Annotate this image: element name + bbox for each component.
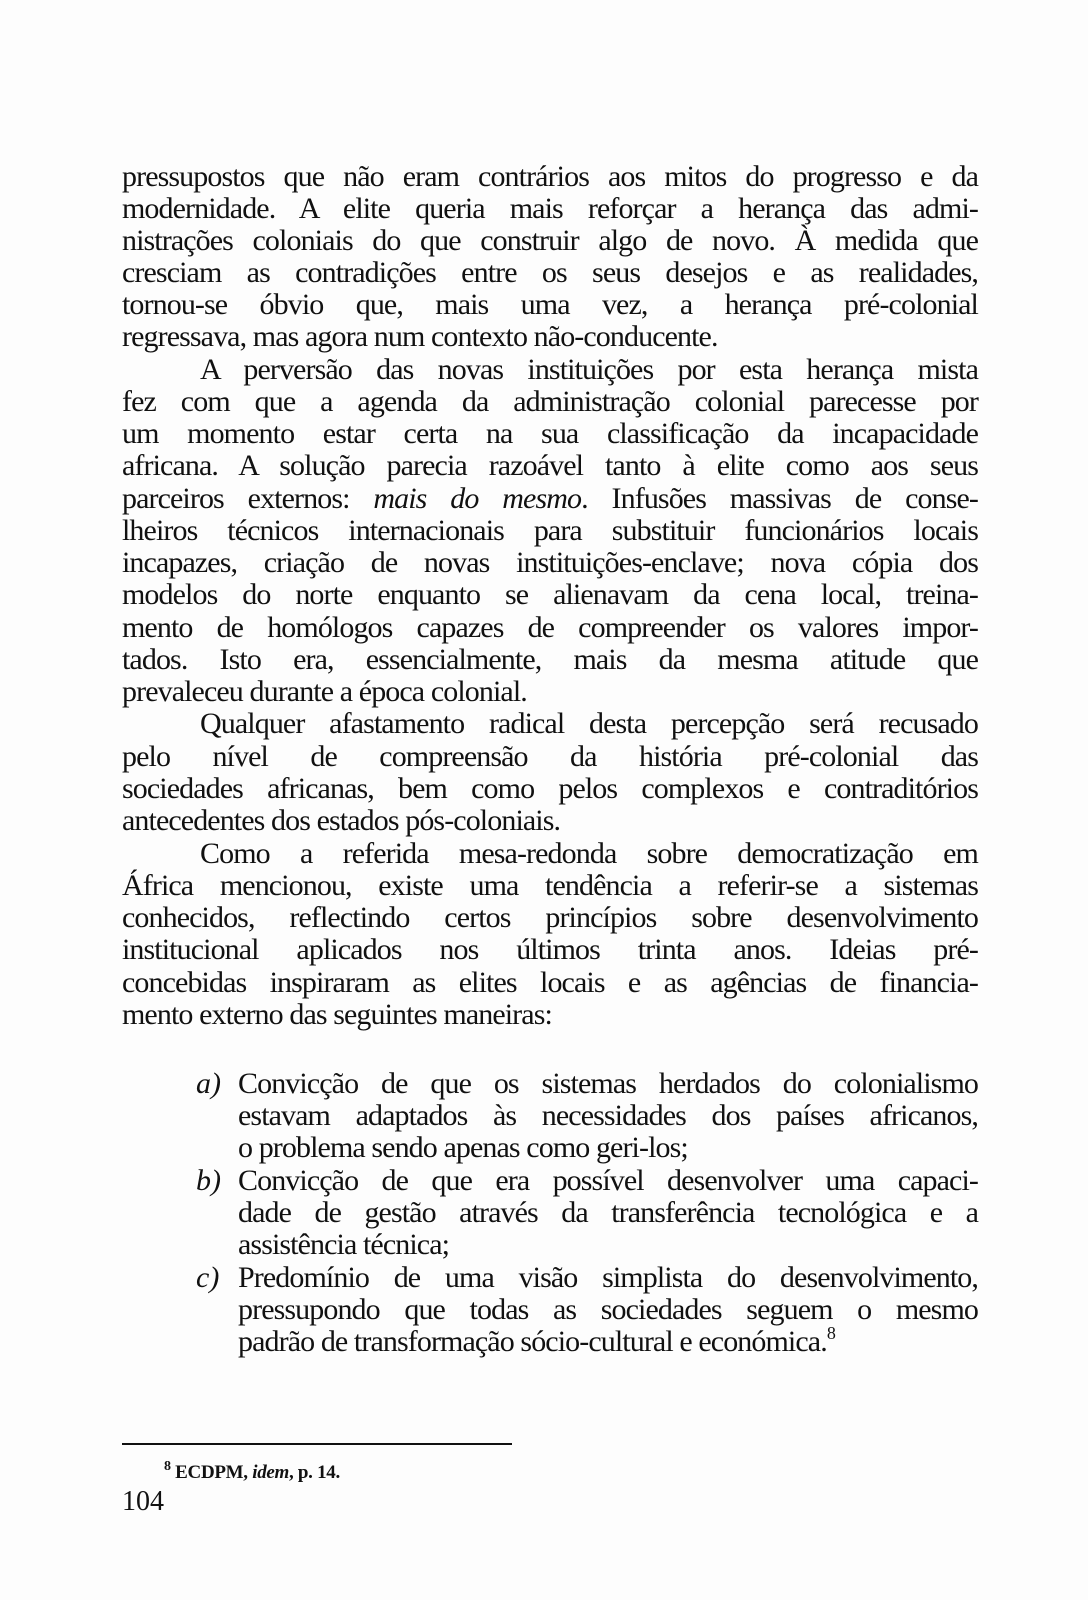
body-line: cresciam as contradições entre os seus desejos e as realidades, bbox=[122, 256, 978, 289]
body-line: antecedentes dos estados pós-coloniais. bbox=[122, 804, 561, 837]
body-line: nistrações coloniais do que construir algo de novo. À medida que bbox=[122, 224, 978, 257]
text: . Infusões massivas de conse- bbox=[581, 482, 978, 515]
list-item-line: Convicção de que era possível desenvolver uma capaci- bbox=[238, 1164, 978, 1197]
list-marker-a: a) bbox=[196, 1067, 221, 1100]
body-line: incapazes, criação de novas instituições-enclave; nova cópia dos bbox=[122, 546, 978, 579]
footnote-number: 8 bbox=[164, 1459, 171, 1474]
body-line: regressava, mas agora num contexto não-conducente. bbox=[122, 320, 718, 353]
body-line: pelo nível de compreensão da história pré-colonial das bbox=[122, 740, 978, 773]
paragraph-first-line: A perversão das novas instituições por esta herança mista bbox=[200, 353, 978, 386]
list-marker-b: b) bbox=[196, 1164, 221, 1197]
footnote-separator bbox=[122, 1443, 512, 1445]
body-line: pressupostos que não eram contrários aos mitos do progresso e da bbox=[122, 160, 978, 193]
body-line: conhecidos, reflectindo certos princípios sobre desenvolvimento bbox=[122, 901, 978, 934]
footnote-italic: idem bbox=[252, 1462, 290, 1483]
footnote-rest: , p. 14. bbox=[289, 1462, 340, 1483]
footnote-source: ECDPM, bbox=[175, 1462, 253, 1483]
body-line: institucional aplicados nos últimos trinta anos. Ideias pré- bbox=[122, 933, 978, 966]
body-line: tornou-se óbvio que, mais uma vez, a herança pré-colonial bbox=[122, 288, 978, 321]
body-line-with-italic bbox=[122, 482, 978, 516]
list-item-line: estavam adaptados às necessidades dos países africanos, bbox=[238, 1099, 978, 1132]
list-item-line: dade de gestão através da transferência tecnológica e a bbox=[238, 1196, 978, 1229]
list-item-line: Convicção de que os sistemas herdados do colonialismo bbox=[238, 1067, 978, 1100]
italic-phrase: mais do mesmo bbox=[373, 482, 582, 515]
text: parceiros externos: bbox=[122, 482, 374, 515]
body-line: mento externo das seguintes maneiras: bbox=[122, 998, 552, 1031]
body-line: fez com que a agenda da administração colonial parecesse por bbox=[122, 385, 978, 418]
body-line: lheiros técnicos internacionais para substituir funcionários locais bbox=[122, 514, 978, 547]
page-number: 104 bbox=[122, 1486, 164, 1517]
paragraph-first-line: Qualquer afastamento radical desta percepção será recusado bbox=[200, 707, 978, 740]
list-item-line: assistência técnica; bbox=[238, 1228, 450, 1261]
body-line: mento de homólogos capazes de compreender os valores impor- bbox=[122, 611, 978, 644]
list-item-line bbox=[238, 1325, 978, 1359]
paragraph-first-line: Como a referida mesa-redonda sobre democratização em bbox=[200, 837, 978, 870]
body-line: africana. A solução parecia razoável tanto à elite como aos seus bbox=[122, 449, 978, 482]
footnote bbox=[164, 1459, 340, 1484]
footnote-reference[interactable]: 8 bbox=[826, 1323, 835, 1343]
list-marker-c: c) bbox=[196, 1261, 220, 1294]
list-item-line: Predomínio de uma visão simplista do desenvolvimento, bbox=[238, 1261, 978, 1294]
body-line: prevaleceu durante a época colonial. bbox=[122, 675, 527, 708]
body-line: modernidade. A elite queria mais reforçar a herança das admi- bbox=[122, 192, 978, 225]
list-item-line: o problema sendo apenas como geri-los; bbox=[238, 1131, 688, 1164]
body-line: modelos do norte enquanto se alienavam da cena local, treina- bbox=[122, 578, 978, 611]
list-item-line: pressupondo que todas as sociedades seguem o mesmo bbox=[238, 1293, 978, 1326]
body-line: África mencionou, existe uma tendência a referir-se a sistemas bbox=[122, 869, 978, 902]
body-line: tados. Isto era, essencialmente, mais da mesma atitude que bbox=[122, 643, 978, 676]
body-line: concebidas inspiraram as elites locais e as agências de financia- bbox=[122, 966, 978, 999]
body-line: sociedades africanas, bem como pelos complexos e contraditórios bbox=[122, 772, 978, 805]
body-line: um momento estar certa na sua classificação da incapacidade bbox=[122, 417, 978, 450]
text: padrão de transformação sócio-cultural e económica. bbox=[238, 1325, 827, 1358]
